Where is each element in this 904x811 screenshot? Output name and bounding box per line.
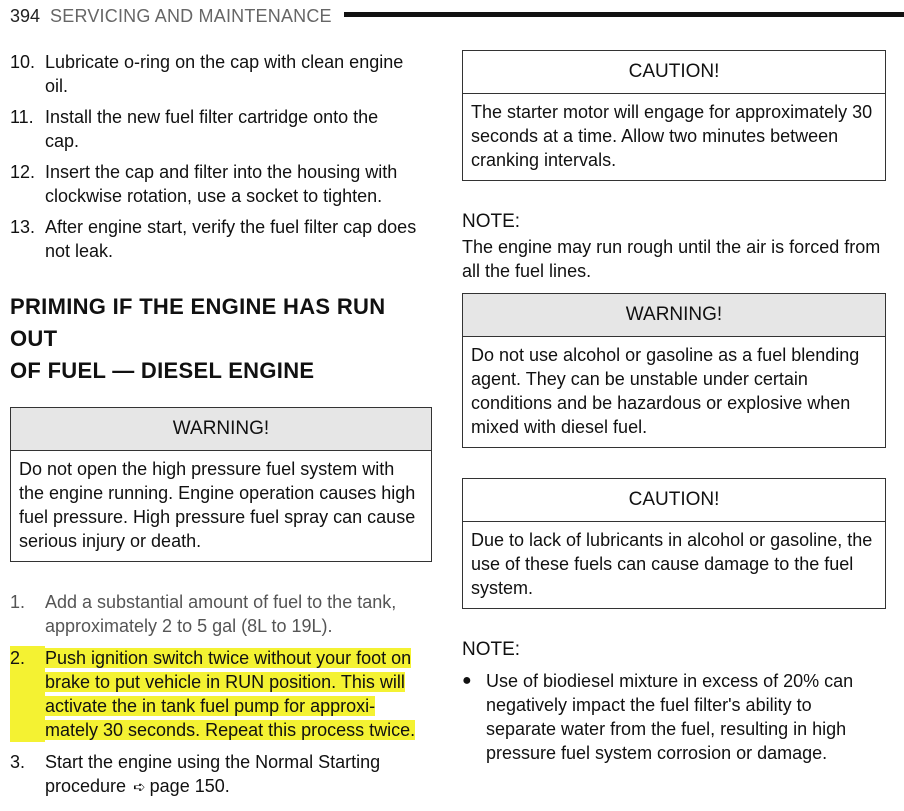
page-reference-arrow-icon: ➪: [133, 779, 146, 796]
highlighted-list-item: 2. Push ignition switch twice without your foot on brake to put vehicle in RUN position. This will activate the in tank fuel pump for approxi- mately 30 seconds. Repeat this process twice.: [10, 648, 416, 740]
list-item: 11. Install the new fuel filter cartridge onto the cap.: [10, 107, 379, 151]
warning-title: WARNING!: [11, 408, 431, 451]
note-title: NOTE:: [462, 211, 521, 232]
warning-title: WARNING!: [463, 294, 885, 337]
note-bullet-text: Use of biodiesel mixture in excess of 20% can negatively impact the fuel filter's ability to separate water from the fuel, resulting in high pressure fuel system corrosion or damage.: [486, 671, 854, 763]
warning-box: [10, 407, 432, 562]
list-item: 10. Lubricate o-ring on the cap with clean engine oil.: [10, 52, 404, 96]
section-title: SERVICING AND MAINTENANCE: [50, 5, 332, 26]
left-column: [10, 50, 432, 808]
list-item: 13. After engine start, verify the fuel filter cap does not leak.: [10, 217, 417, 261]
section-heading: PRIMING IF THE ENGINE HAS RUN OUT OF FUEL — DIESEL ENGINE: [10, 294, 386, 383]
list-item: 1. Add a substantial amount of fuel to the tank, approximately 2 to 5 gal (8L to 19L).: [10, 592, 397, 636]
list-item: 3. Start the engine using the Normal Starting procedure ➪ page 150.: [10, 750, 432, 800]
bullet-icon: ●: [462, 672, 472, 689]
caution-box: [462, 478, 886, 609]
caution-text: The starter motor will engage for approximately 30 seconds at a time. Allow two minutes between cranking intervals.: [471, 102, 873, 170]
caution-title: CAUTION!: [463, 51, 885, 94]
warning-box: [462, 293, 886, 448]
warning-text: Do not open the high pressure fuel system with the engine running. Engine operation causes high fuel pressure. High pressure fuel spray can cause serious injury or death.: [19, 459, 416, 551]
caution-title: CAUTION!: [463, 479, 885, 522]
list-item: 12. Insert the cap and filter into the housing with clockwise rotation, use a socket to tighten.: [10, 162, 398, 206]
right-column: [462, 50, 886, 765]
page-number: 394: [10, 5, 41, 26]
note-title: NOTE:: [462, 639, 521, 660]
header-rule: [344, 12, 904, 17]
caution-box: [462, 50, 886, 181]
note-text: The engine may run rough until the air is forced from all the fuel lines.: [462, 237, 881, 281]
caution-text: Due to lack of lubricants in alcohol or gasoline, the use of these fuels can cause damage to the fuel system.: [471, 530, 873, 598]
warning-text: Do not use alcohol or gasoline as a fuel blending agent. They can be unstable under certain conditions and be hazardous or explosive when mixed with diesel fuel.: [471, 345, 860, 437]
page-reference-link[interactable]: page 150.: [149, 776, 230, 796]
priming-steps-list: [10, 590, 432, 800]
note-bullet-item: [462, 669, 886, 765]
filter-steps-list: [10, 50, 432, 263]
